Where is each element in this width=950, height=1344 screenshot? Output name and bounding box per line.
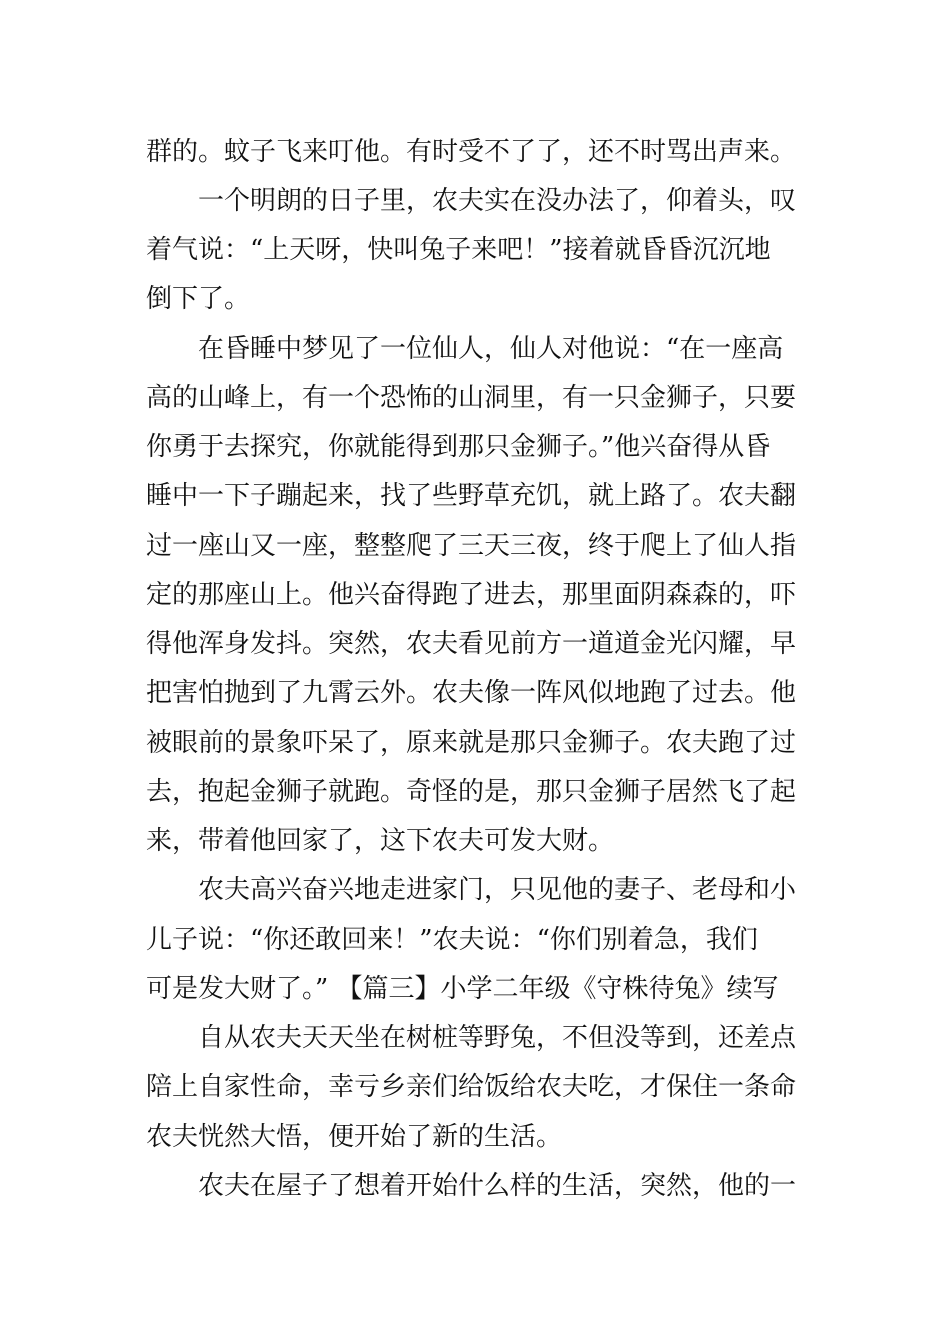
paragraph-first-line: 农夫在屋子了想着开始什么样的生活，突然，他的一 xyxy=(198,1171,797,1201)
text-line: 你勇于去探究，你就能得到那只金狮子。”他兴奋得从昏 xyxy=(146,432,771,462)
text-line: 得他浑身发抖。突然，农夫看见前方一道道金光闪耀，早 xyxy=(146,629,797,659)
text-line: 陪上自家性命，幸亏乡亲们给饭给农夫吃，才保住一条命 xyxy=(146,1072,797,1102)
paragraph-first-line: 一个明朗的日子里，农夫实在没办法了，仰着头，叹 xyxy=(198,186,797,216)
text-line: 着气说：“上天呀，快叫兔子来吧！”接着就昏昏沉沉地 xyxy=(146,235,771,265)
paragraph-first-line: 在昏睡中梦见了一位仙人，仙人对他说：“在一座高 xyxy=(198,334,784,364)
text-line: 过一座山又一座，整整爬了三天三夜，终于爬上了仙人指 xyxy=(146,531,797,561)
text-line: 定的那座山上。他兴奋得跑了进去，那里面阴森森的，吓 xyxy=(146,580,797,610)
paragraph-first-line: 自从农夫天天坐在树桩等野兔，不但没等到，还差点 xyxy=(198,1023,797,1053)
text-line: 来，带着他回家了，这下农夫可发大财。 xyxy=(146,826,615,856)
text-line: 群的。蚊子飞来叮他。有时受不了了，还不时骂出声来。 xyxy=(146,137,797,167)
section-heading-line: 可是发大财了。” 【篇三】小学二年级《守株待兔》续写 xyxy=(146,974,779,1004)
text-line: 睡中一下子蹦起来，找了些野草充饥，就上路了。农夫翻 xyxy=(146,481,797,511)
text-line: 把害怕抛到了九霄云外。农夫像一阵风似地跑了过去。他 xyxy=(146,678,797,708)
text-line: 高的山峰上，有一个恐怖的山洞里，有一只金狮子，只要 xyxy=(146,383,797,413)
text-line: 去，抱起金狮子就跑。奇怪的是，那只金狮子居然飞了起 xyxy=(146,777,797,807)
text-line: 倒下了。 xyxy=(146,284,251,314)
text-line: 农夫恍然大悟，便开始了新的生活。 xyxy=(146,1122,563,1152)
text-line: 儿子说：“你还敢回来！”农夫说：“你们别着急，我们 xyxy=(146,925,758,955)
text-line: 被眼前的景象吓呆了，原来就是那只金狮子。农夫跑了过 xyxy=(146,728,797,758)
paragraph-first-line: 农夫高兴奋兴地走进家门，只见他的妻子、老母和小 xyxy=(198,875,797,905)
